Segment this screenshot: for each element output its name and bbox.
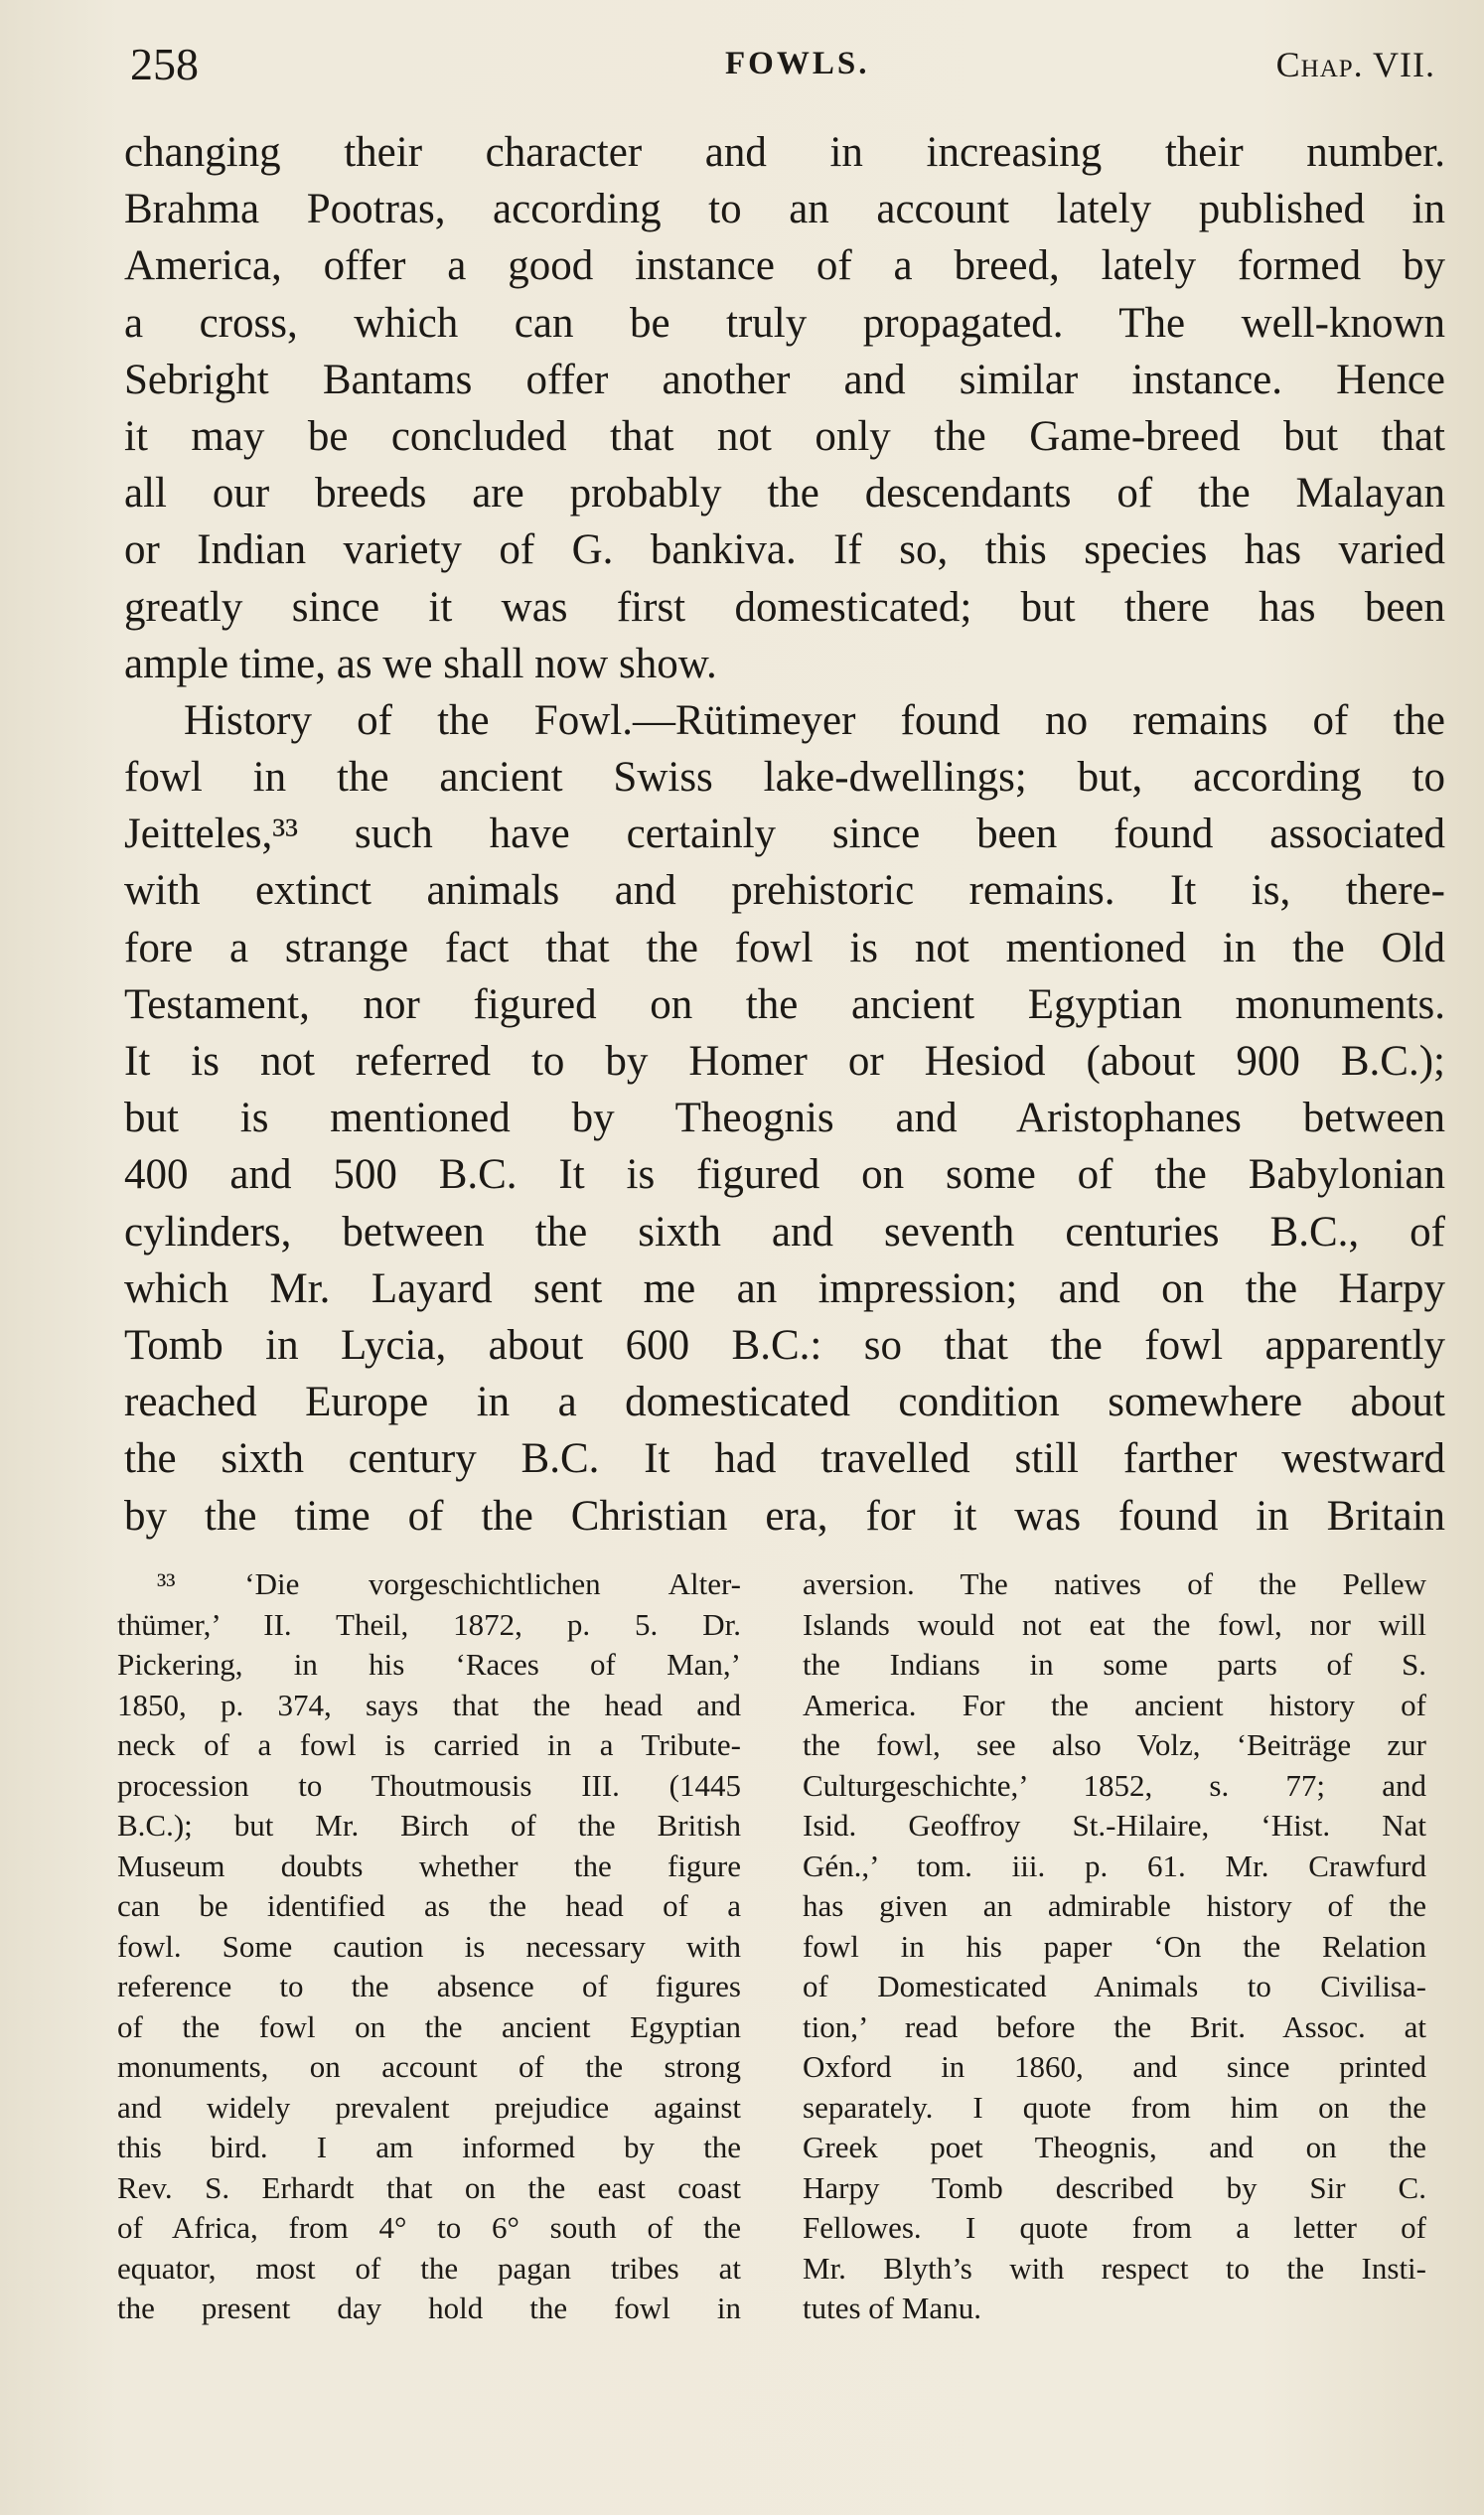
text-line: It is not referred to by Homer or Hesiod (about 900 B.C.); xyxy=(124,1038,1445,1085)
footnote-line: the present day hold the fowl in xyxy=(117,2291,741,2325)
footnote-line: this bird. I am informed by the xyxy=(117,2130,741,2164)
footnote-line: reference to the absence of figures xyxy=(117,1969,741,2003)
footnote-line: Rev. S. Erhardt that on the east coast xyxy=(117,2169,741,2205)
text-line: greatly since it was first domesticated; but there has been xyxy=(124,583,1445,631)
footnote-line: the Indians in some parts of S. xyxy=(803,1647,1426,1682)
footnote-line: neck of a fowl is carried in a Tribute- xyxy=(117,1727,741,1762)
footnote-line: has given an admirable history of the xyxy=(803,1888,1426,1923)
footnote-line: Pickering, in his ‘Races of Man,’ xyxy=(117,1647,741,1682)
text-line: all our breeds are probably the descendants of the Malayan xyxy=(124,470,1445,518)
footnote-line: aversion. The natives of the Pellew xyxy=(803,1566,1426,1601)
text-line: with extinct animals and prehistoric remains. It is, there- xyxy=(124,867,1445,915)
footnote-line: fowl in his paper ‘On the Relation xyxy=(803,1928,1426,1964)
page-number: 258 xyxy=(130,39,199,89)
footnote-line: monuments, on account of the strong xyxy=(117,2049,741,2084)
footnote-line: separately. I quote from him on the xyxy=(803,2089,1426,2125)
footnote-line: Harpy Tomb described by Sir C. xyxy=(803,2169,1426,2205)
footnote-line: procession to Thoutmousis III. (1445 xyxy=(117,1767,741,1803)
footnote-line: Oxford in 1860, and since printed xyxy=(803,2049,1426,2084)
chapter-label: Chap. VII. xyxy=(1275,45,1435,84)
footnote-line: America. For the ancient history of xyxy=(803,1687,1426,1722)
footnote-column-left xyxy=(117,1564,741,2329)
footnote-line: Mr. Blyth’s with respect to the Insti- xyxy=(803,2250,1426,2286)
footnote-line: equator, most of the pagan tribes at xyxy=(117,2250,741,2286)
text-line: America, offer a good instance of a breed, lately formed by xyxy=(124,242,1445,290)
text-line: Jeitteles,³³ such have certainly since been found associated xyxy=(124,811,1445,858)
footnote-line: and widely prevalent prejudice against xyxy=(117,2089,741,2125)
footnote-line: B.C.); but Mr. Birch of the British xyxy=(117,1808,741,1843)
text-line: changing their character and in increasing their number. xyxy=(124,129,1445,176)
text-line: the sixth century B.C. It had travelled still farther westward xyxy=(124,1435,1445,1483)
text-line: fowl in the ancient Swiss lake-dwellings; but, according to xyxy=(124,754,1445,802)
text-line: Testament, nor figured on the ancient Egyptian monuments. xyxy=(124,980,1445,1028)
footnote-line: Culturgeschichte,’ 1852, s. 77; and xyxy=(803,1767,1426,1803)
footnote-line: tutes of Manu. xyxy=(803,2291,981,2325)
text-line: 400 and 500 B.C. It is figured on some of the Babylonian xyxy=(124,1151,1445,1199)
main-text xyxy=(124,124,1445,1545)
section-heading-line: History of the Fowl.—Rütimeyer found no remains of the xyxy=(184,696,1445,744)
footnote-column-right xyxy=(803,1564,1426,2329)
text-line: which Mr. Layard sent me an impression; and on the Harpy xyxy=(124,1264,1445,1312)
footnotes xyxy=(117,1564,1448,2379)
footnote-line: of Domesticated Animals to Civilisa- xyxy=(803,1969,1426,2003)
running-head xyxy=(124,38,1445,97)
text-line: but is mentioned by Theognis and Aristophanes between xyxy=(124,1095,1445,1142)
footnote-line: of Africa, from 4° to 6° south of the xyxy=(117,2210,741,2245)
footnote-line: fowl. Some caution is necessary with xyxy=(117,1928,741,1964)
footnote-line: ³³ ‘Die vorgeschichtlichen Alter- xyxy=(157,1566,741,1601)
text-line: fore a strange fact that the fowl is not mentioned in the Old xyxy=(124,924,1445,971)
footnote-line: Isid. Geoffroy St.-Hilaire, ‘Hist. Nat xyxy=(803,1808,1426,1843)
running-title: FOWLS. xyxy=(725,46,870,81)
footnote-line: thümer,’ II. Theil, 1872, p. 5. Dr. xyxy=(117,1606,741,1642)
text-line: cylinders, between the sixth and seventh centuries B.C., of xyxy=(124,1208,1445,1256)
footnote-line: of the fowl on the ancient Egyptian xyxy=(117,2008,741,2044)
footnote-line: Islands would not eat the fowl, nor will xyxy=(803,1606,1426,1642)
footnote-line: can be identified as the head of a xyxy=(117,1888,741,1923)
footnote-line: Fellowes. I quote from a letter of xyxy=(803,2210,1426,2245)
text-line: or Indian variety of G. bankiva. If so, this species has varied xyxy=(124,526,1445,574)
footnote-line: Museum doubts whether the figure xyxy=(117,1848,741,1883)
footnote-line: the fowl, see also Volz, ‘Beiträge zur xyxy=(803,1727,1426,1762)
footnote-line: Gén.,’ tom. iii. p. 61. Mr. Crawfurd xyxy=(803,1848,1426,1883)
text-line: it may be concluded that not only the Game-breed but that xyxy=(124,412,1445,460)
text-line: Brahma Pootras, according to an account lately published in xyxy=(124,186,1445,233)
text-line: ample time, as we shall now show. xyxy=(124,640,717,687)
text-line: Tomb in Lycia, about 600 B.C.: so that the fowl apparently xyxy=(124,1321,1445,1369)
footnote-line: tion,’ read before the Brit. Assoc. at xyxy=(803,2008,1426,2044)
text-line: reached Europe in a domesticated condition somewhere about xyxy=(124,1379,1445,1426)
footnote-line: 1850, p. 374, says that the head and xyxy=(117,1687,741,1722)
footnote-line: Greek poet Theognis, and on the xyxy=(803,2130,1426,2164)
text-line: by the time of the Christian era, for it was found in Britain xyxy=(124,1492,1445,1540)
text-line: a cross, which can be truly propagated. The well-known xyxy=(124,299,1445,347)
text-line: Sebright Bantams offer another and similar instance. Hence xyxy=(124,356,1445,403)
